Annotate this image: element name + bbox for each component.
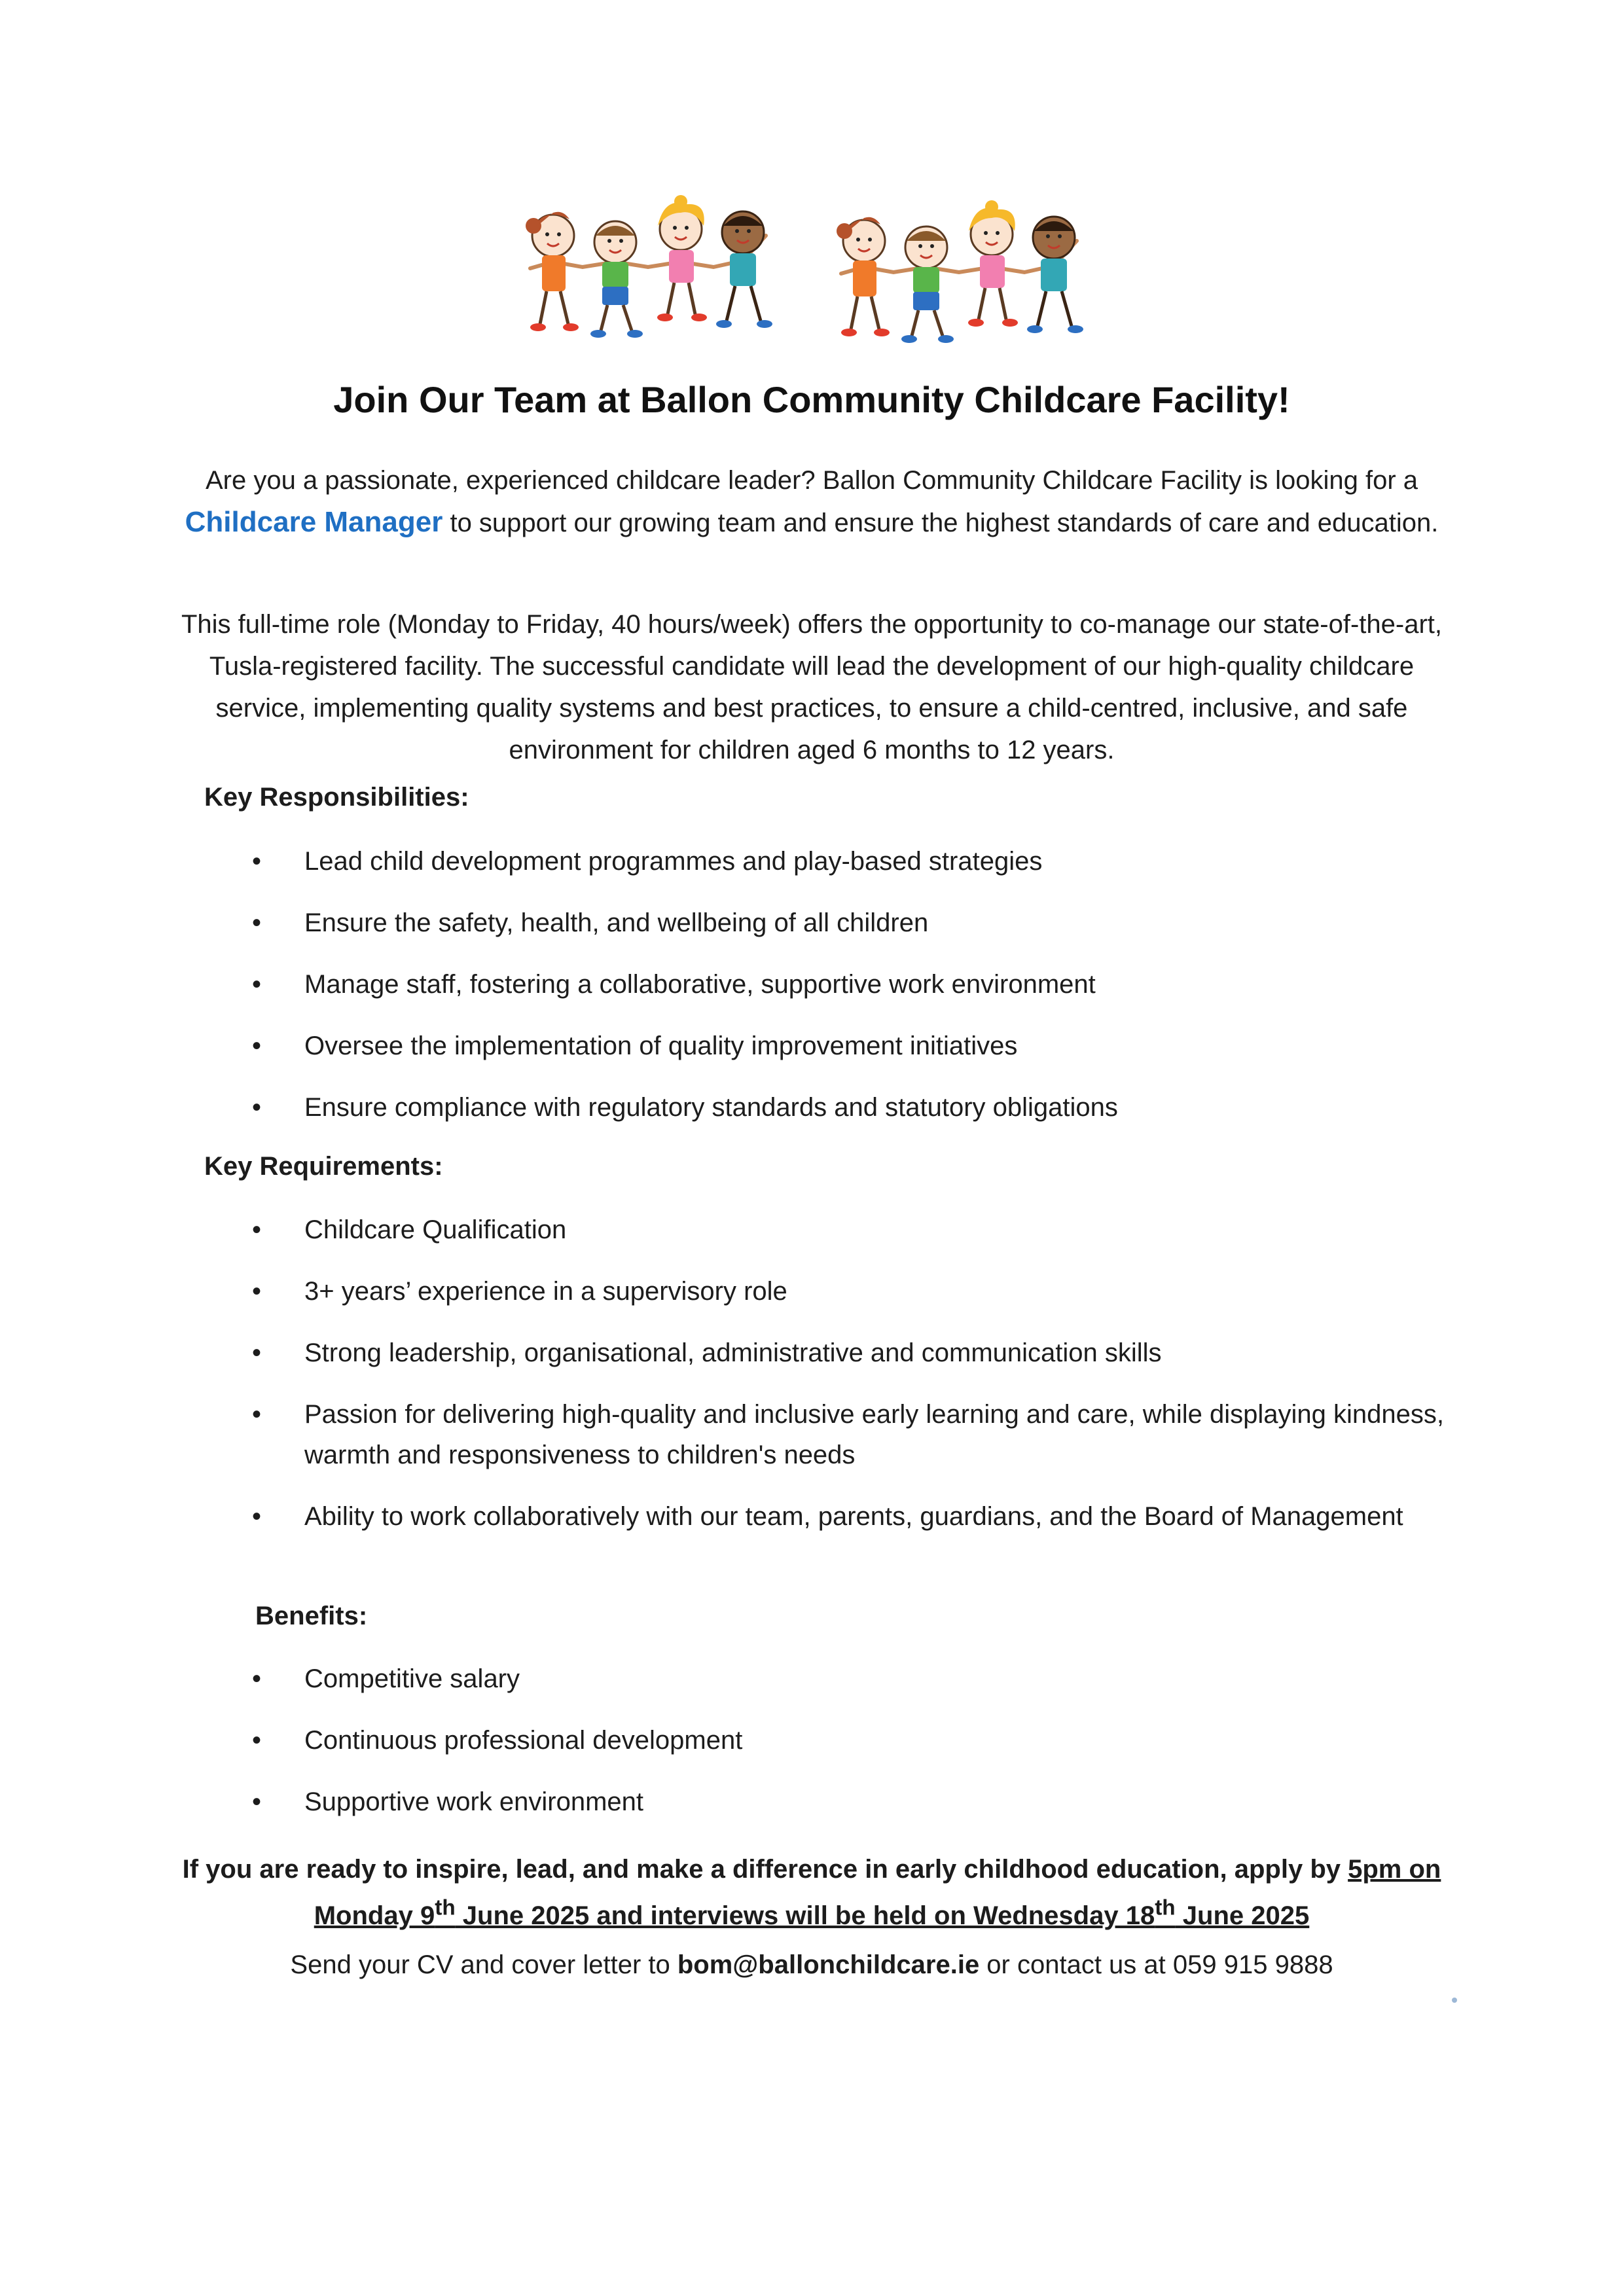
contact-phone: 059 915 9888 — [1172, 1950, 1333, 1979]
list-item: • Strong leadership, organisational, administrative and communication skills — [252, 1333, 1470, 1373]
role-highlight: Childcare Manager — [185, 506, 443, 538]
list-item: • Ensure compliance with regulatory standards and statutory obligations — [252, 1087, 1470, 1128]
contact-email: bom@ballonchildcare.ie — [677, 1950, 980, 1979]
responsibilities-list — [252, 841, 1470, 1128]
interview-text: June 2025 and interviews will be held on Wednesday 18 — [455, 1901, 1155, 1931]
list-item: • Ensure the safety, health, and wellbeing of all children — [252, 903, 1470, 943]
list-item: • Ability to work collaboratively with our team, parents, guardians, and the Board of Management — [252, 1496, 1470, 1537]
role-description: This full-time role (Monday to Friday, 40 hours/week) offers the opportunity to co-manage our state-of-the-art, Tusla-registered facility. The successful candidate will lead the development of our high-quality childcare service, implementing quality systems and best practices, to ensure a child-centred, inclusive, and safe environment for children aged 6 months to 12 years. — [181, 610, 1443, 764]
closing-call-to-action — [164, 1850, 1460, 1935]
list-item: • Lead child development programmes and play-based strategies — [252, 841, 1470, 882]
benefits-heading: Benefits: — [255, 1602, 368, 1630]
deadline-text: 5pm on Monday 9 — [314, 1855, 1441, 1931]
list-item: • Passion for delivering high-quality and inclusive early learning and care, while displaying kindness, warmth and responsiveness to children's needs — [252, 1394, 1470, 1475]
intro-paragraph — [164, 459, 1460, 544]
closing-lead-text: If you are ready to inspire, lead, and make a difference in early childhood education, apply by — [182, 1855, 1348, 1884]
interview-ordinal: th — [1155, 1896, 1176, 1920]
contact-middle: or contact us at — [979, 1950, 1173, 1979]
page-title: Join Our Team at Ballon Community Childcare Facility! — [333, 379, 1290, 420]
responsibilities-heading: Key Responsibilities: — [204, 783, 469, 812]
list-item: • 3+ years’ experience in a supervisory role — [252, 1271, 1470, 1312]
requirements-heading: Key Requirements: — [204, 1152, 443, 1181]
intro-text-end: to support our growing team and ensure the highest standards of care and education. — [442, 509, 1439, 537]
list-item: • Manage staff, fostering a collaborative, supportive work environment — [252, 964, 1470, 1005]
list-item: • Supportive work environment — [252, 1782, 1470, 1822]
children-holding-hands-illustration — [517, 190, 1119, 353]
list-item: • Childcare Qualification — [252, 1210, 1470, 1250]
intro-text-start: Are you a passionate, experienced childcare leader? Ballon Community Childcare Facility is looking for a — [205, 466, 1418, 495]
benefits-list — [252, 1659, 1470, 1822]
list-item: • Continuous professional development — [252, 1720, 1470, 1761]
scan-speck — [1452, 1998, 1457, 2003]
contact-line — [164, 1950, 1460, 1980]
interview-year: June 2025 — [1175, 1901, 1310, 1931]
list-item: • Competitive salary — [252, 1659, 1470, 1699]
deadline-ordinal: th — [435, 1896, 456, 1920]
list-item: • Oversee the implementation of quality improvement initiatives — [252, 1026, 1470, 1066]
requirements-list — [252, 1210, 1470, 1537]
contact-prefix: Send your CV and cover letter to — [290, 1950, 677, 1979]
